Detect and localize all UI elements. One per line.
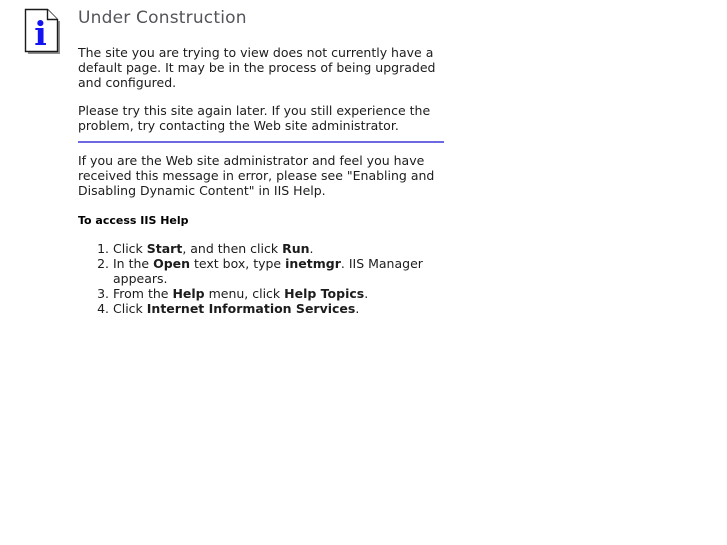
help-steps-list — [78, 241, 444, 317]
page-title: Under Construction — [78, 8, 247, 28]
icon-column — [24, 8, 62, 59]
help-step: 4. Click Internet Information Services. — [113, 301, 444, 316]
admin-note-paragraph: If you are the Web site administrator and feel you have received this message in error, please see "Enabling and Disabling Dynamic Content" in IIS Help. — [78, 153, 435, 199]
help-section-heading: To access IIS Help — [78, 213, 189, 227]
retry-paragraph: Please try this site again later. If you still experience the problem, try contacting the Web site administrator. — [78, 102, 431, 133]
divider-rule — [78, 141, 444, 143]
info-document-icon — [24, 8, 62, 56]
help-step: 3. From the Help menu, click Help Topics. — [113, 286, 444, 301]
svg-text:i: i — [34, 14, 47, 53]
help-step: 2. In the Open text box, type inetmgr. IIS Manager appears. — [113, 256, 444, 286]
help-step: 1. Click Start, and then click Run. — [113, 241, 444, 256]
intro-paragraph: The site you are trying to view does not currently have a default page. It may be in the process of being upgraded and configured. — [78, 45, 436, 91]
content-column — [78, 8, 444, 317]
